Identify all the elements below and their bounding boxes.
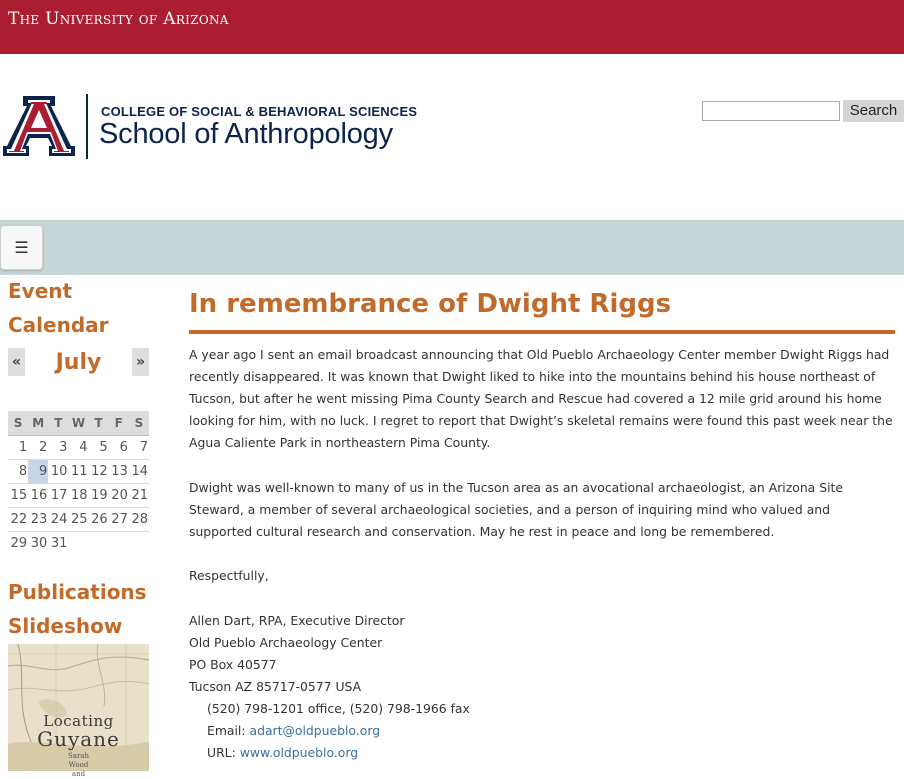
calendar-day[interactable]: 4 bbox=[68, 435, 88, 459]
calendar-day-empty bbox=[109, 531, 129, 555]
university-banner bbox=[0, 0, 904, 54]
calendar-month-label: July bbox=[55, 350, 102, 375]
calendar-day[interactable]: 30 bbox=[30, 535, 48, 551]
calendar-week-row bbox=[8, 483, 149, 507]
signature-email-line bbox=[189, 720, 895, 742]
calendar-day[interactable]: 17 bbox=[48, 483, 68, 507]
closing-text: Respectfully, bbox=[189, 568, 269, 583]
calendar-week-row bbox=[8, 435, 149, 459]
menu-toggle-button[interactable] bbox=[0, 225, 43, 270]
calendar-day[interactable]: 26 bbox=[89, 507, 109, 531]
calendar-day[interactable]: 5 bbox=[89, 435, 109, 459]
article-title: In remembrance of Dwight Riggs bbox=[189, 289, 672, 319]
calendar-day[interactable]: 1 bbox=[8, 435, 28, 459]
university-name[interactable]: The University of Arizona bbox=[8, 9, 229, 29]
article-closing bbox=[189, 565, 895, 587]
cover-author-line1: Sarah bbox=[68, 752, 89, 760]
site-logo[interactable] bbox=[0, 94, 440, 160]
calendar-month-nav bbox=[8, 348, 149, 376]
calendar-day[interactable]: 27 bbox=[109, 507, 129, 531]
calendar-block-title-line2: Calendar bbox=[8, 313, 109, 337]
publication-cover-title bbox=[8, 712, 149, 751]
cover-title-line1: Locating bbox=[43, 712, 114, 730]
cover-author-line2: Wood bbox=[68, 761, 89, 769]
calendar-week-row bbox=[8, 531, 149, 555]
calendar-day-today[interactable]: 9 bbox=[28, 459, 48, 483]
signature-phone: (520) 798-1201 office, (520) 798-1966 fax bbox=[207, 701, 470, 716]
calendar-day[interactable]: 10 bbox=[48, 459, 68, 483]
calendar-day[interactable]: 19 bbox=[89, 483, 109, 507]
signature-city: Tucson AZ 85717-0577 USA bbox=[189, 679, 362, 694]
calendar-day[interactable]: 16 bbox=[28, 483, 48, 507]
signature-name: Allen Dart, RPA, Executive Director bbox=[189, 613, 405, 628]
paragraph-text: A year ago I sent an email broadcast announcing that Old Pueblo Archaeology Center member Dwight Riggs had recently disappeared. It was known that Dwight liked to hike into the mountains behind his house northeast of Tucson, but after he went missing Pima County Search and Rescue had covered a 12 mile grid around his home looking for him, with no luck. I regret to report that Dwight’s skeletal remains were found this past week near the Agua Caliente Park in northeastern Pima County. bbox=[189, 347, 893, 450]
calendar-week-row bbox=[8, 459, 149, 483]
calendar-day[interactable]: 8 bbox=[8, 459, 28, 483]
weekday-header: S bbox=[129, 411, 149, 435]
calendar-day[interactable]: 21 bbox=[129, 483, 149, 507]
publication-cover-author bbox=[8, 752, 149, 779]
weekday-header: F bbox=[109, 411, 129, 435]
weekday-header: S bbox=[8, 411, 28, 435]
arizona-a-logo-icon bbox=[1, 94, 77, 158]
calendar-day-empty bbox=[68, 531, 88, 555]
signature-org: Old Pueblo Archaeology Center bbox=[189, 635, 383, 650]
article-signature bbox=[189, 610, 895, 764]
email-link[interactable]: adart@oldpueblo.org bbox=[249, 723, 381, 738]
email-label: Email: bbox=[207, 723, 250, 738]
publication-cover-image[interactable] bbox=[8, 644, 149, 778]
calendar-day-empty bbox=[129, 531, 149, 555]
calendar-day[interactable]: 18 bbox=[68, 483, 88, 507]
weekday-header: W bbox=[68, 411, 88, 435]
calendar-grid bbox=[8, 411, 149, 555]
url-label: URL: bbox=[207, 745, 240, 760]
calendar-day[interactable]: 6 bbox=[109, 435, 129, 459]
calendar-day[interactable]: 23 bbox=[28, 507, 48, 531]
article-paragraph-1 bbox=[189, 344, 895, 454]
college-name: COLLEGE OF SOCIAL & BEHAVIORAL SCIENCES bbox=[101, 104, 418, 119]
slideshow-block-title-line2: Slideshow bbox=[8, 614, 123, 638]
article-paragraph-2 bbox=[189, 477, 895, 543]
calendar-day[interactable]: 12 bbox=[89, 459, 109, 483]
signature-po-box: PO Box 40577 bbox=[189, 657, 277, 672]
calendar-day[interactable]: 15 bbox=[8, 483, 28, 507]
hamburger-menu-icon: ☰ bbox=[14, 238, 29, 257]
weekday-header: T bbox=[89, 411, 109, 435]
calendar-day[interactable]: 20 bbox=[109, 483, 129, 507]
calendar-day[interactable]: 3 bbox=[48, 435, 68, 459]
calendar-day[interactable]: 25 bbox=[68, 507, 88, 531]
calendar-block-title-line1: Event bbox=[8, 279, 73, 303]
calendar-day[interactable]: 29 bbox=[10, 535, 28, 551]
weekday-header: T bbox=[48, 411, 68, 435]
calendar-weekday-row bbox=[8, 411, 149, 435]
calendar-day[interactable]: 22 bbox=[8, 507, 28, 531]
cover-author-line3: and bbox=[71, 770, 86, 778]
school-name: School of Anthropology bbox=[99, 118, 393, 150]
calendar-day[interactable]: 14 bbox=[129, 459, 149, 483]
search-input[interactable] bbox=[702, 101, 840, 121]
calendar-day[interactable]: 13 bbox=[109, 459, 129, 483]
calendar-day[interactable]: 11 bbox=[68, 459, 88, 483]
calendar-week-row bbox=[8, 507, 149, 531]
calendar-next-month-button[interactable]: » bbox=[132, 348, 149, 376]
calendar-day[interactable]: 31 bbox=[50, 535, 68, 551]
slideshow-block-title-line1: Publications bbox=[8, 580, 147, 604]
calendar-day[interactable]: 24 bbox=[48, 507, 68, 531]
cover-title-line2: Guyane bbox=[37, 727, 120, 751]
calendar-prev-month-button[interactable]: « bbox=[8, 348, 25, 376]
calendar-day[interactable]: 7 bbox=[129, 435, 149, 459]
search-button[interactable]: Search bbox=[843, 100, 904, 122]
calendar-day[interactable]: 28 bbox=[129, 507, 149, 531]
logo-divider bbox=[86, 94, 88, 159]
calendar-day[interactable]: 2 bbox=[28, 435, 48, 459]
paragraph-text: Dwight was well-known to many of us in the Tucson area as an avocational archaeologist, an Arizona Site Steward, a member of several archaeological societies, and a person of inquiring mind who valued and supported cultural research and conservation. May he rest in peace and long be remembered. bbox=[189, 480, 843, 539]
signature-url-line bbox=[189, 742, 895, 764]
title-divider bbox=[189, 330, 895, 334]
weekday-header: M bbox=[28, 411, 48, 435]
main-navigation-bar bbox=[0, 220, 904, 275]
calendar-day-empty bbox=[89, 531, 109, 555]
website-link[interactable]: www.oldpueblo.org bbox=[239, 745, 359, 760]
